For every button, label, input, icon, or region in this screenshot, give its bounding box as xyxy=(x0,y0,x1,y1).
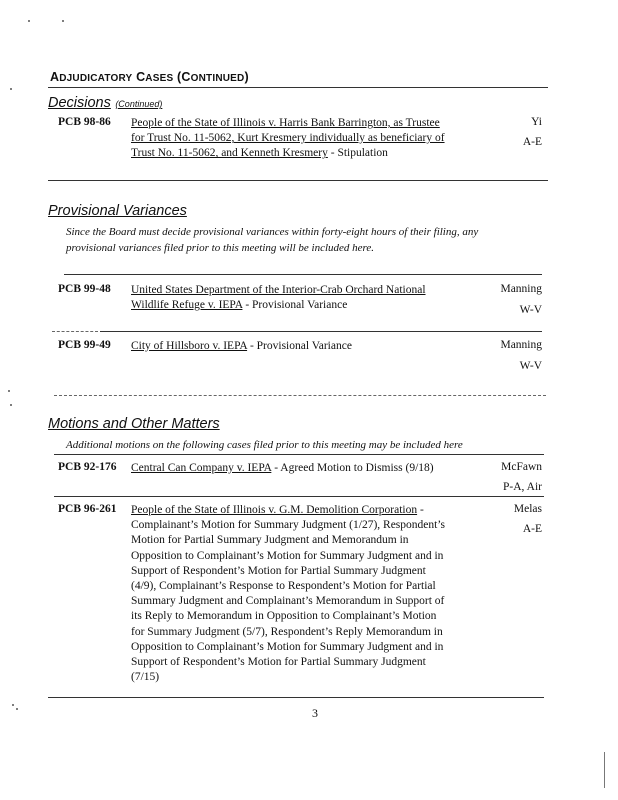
scan-speck xyxy=(62,20,64,22)
decisions-continued: (Continued) xyxy=(115,99,163,109)
case-body-line: its Reply to Memorandum in Opposition to Complainant’s Motion xyxy=(131,610,437,623)
motions-heading: Motions and Other Matters xyxy=(48,416,220,432)
docket-number: PCB 92-176 xyxy=(58,461,117,473)
case-body-line: Support of Respondent’s Motion for Partial Summary Judgment xyxy=(131,564,426,577)
case-body-line: Motion for Partial Summary Judgment and Memorandum in xyxy=(131,534,409,547)
case-body-line: (7/15) xyxy=(131,671,160,684)
case-rule xyxy=(54,454,544,455)
board-member: Yi xyxy=(531,116,542,128)
scan-edge-mark xyxy=(604,752,605,788)
case-rule-dashed xyxy=(52,331,98,332)
case-title: Central Can Company v. IEPA - Agreed Motion to Dismiss (9/18) xyxy=(131,462,434,474)
board-member: Manning xyxy=(500,339,542,351)
heading-rule xyxy=(48,87,548,88)
vote-code: A-E xyxy=(522,523,542,535)
scan-speck xyxy=(12,704,14,706)
case-rule xyxy=(100,331,542,332)
case-body-line: Support of Respondent’s Motion for Partial Summary Judgment xyxy=(131,656,426,669)
case-body-line: Complainant’s Motion for Summary Judgment (1/27), Respondent’s xyxy=(131,519,445,532)
scan-speck xyxy=(10,88,12,90)
board-member: Manning xyxy=(500,283,542,295)
provisional-note: Since the Board must decide provisional variances within forty-eight hours of their filing, any provisional variances filed prior to this meeting will be included here. xyxy=(66,226,479,254)
case-title: People of the State of Illinois v. G.M. Demolition Corporation - Complainant’s Motion for Summary Judgment (1/27), Respondent’s Motion for Partial Summary Judgment and Memorandum in Opposition to Complainant’s Motion for Summary Judgment and in Support of Respondent’s Motion for Partial Summary Judgment (4/9), Complainant’s Response to Respondent’s Motion for Partial Summary Judgment and Complainant’s Memorandum in Support of its Reply to Memorandum in Opposition to Complainant’s Motion for Summary Judgment (5/7), Respondent’s Reply Memorandum in Opposition to Complainant’s Motion for Summary Judgment and in Support of Respondent’s Motion for Partial Summary Judgment (7/15) xyxy=(131,503,503,685)
section-heading-adjudicatory: ADJUDICATORY CASES (CONTINUED) xyxy=(50,70,249,84)
board-member: McFawn xyxy=(501,461,542,473)
docket-number: PCB 98-86 xyxy=(58,116,111,128)
case-body-line: (4/9), Complainant’s Response to Respondent’s Motion for Partial xyxy=(131,580,436,593)
case-body-line: for Summary Judgment (5/7), Respondent’s Reply Memorandum in xyxy=(131,625,443,638)
case-title: City of Hillsboro v. IEPA - Provisional Variance xyxy=(131,340,352,352)
case-body-line: Summary Judgment and Complainant’s Memorandum in Support of xyxy=(131,595,445,608)
docket-number: PCB 99-49 xyxy=(58,339,111,351)
case-rule xyxy=(54,496,544,497)
docket-number: PCB 99-48 xyxy=(58,283,111,295)
scan-speck xyxy=(28,20,30,22)
docket-number: PCB 96-261 xyxy=(58,503,117,515)
motions-note: Additional motions on the following cases filed prior to this meeting may be included here xyxy=(66,439,463,451)
case-title: United States Department of the Interior-Crab Orchard National Wildlife Refuge v. IEPA - Provisional Variance xyxy=(131,284,426,312)
vote-code: W-V xyxy=(519,304,542,316)
case-body-line: Opposition to Complainant’s Motion for Summary Judgment and in xyxy=(131,640,444,653)
provisional-heading: Provisional Variances xyxy=(48,203,187,219)
section-rule xyxy=(48,180,548,181)
case-rule xyxy=(64,274,542,275)
decisions-heading: Decisions xyxy=(48,95,111,111)
vote-code: P-A, Air xyxy=(503,481,542,493)
footer-rule xyxy=(48,697,544,698)
scan-speck xyxy=(10,404,12,406)
case-title: People of the State of Illinois v. Harris Bank Barrington, as Trustee for Trust No. 11-5062, Kurt Kresmery individually as beneficiary of Trust No. 11-5062, and Kenneth Kresmery - Stipulation xyxy=(131,117,445,160)
case-body-line: Opposition to Complainant’s Motion for Summary Judgment and in xyxy=(131,549,444,562)
board-member: Melas xyxy=(513,503,542,515)
vote-code: A-E xyxy=(522,136,542,148)
decisions-heading-block xyxy=(48,94,162,112)
scan-speck xyxy=(16,708,18,710)
scan-speck xyxy=(8,390,10,392)
vote-code: W-V xyxy=(519,360,542,372)
section-rule-dashed xyxy=(54,395,546,396)
page-number: 3 xyxy=(312,706,318,720)
